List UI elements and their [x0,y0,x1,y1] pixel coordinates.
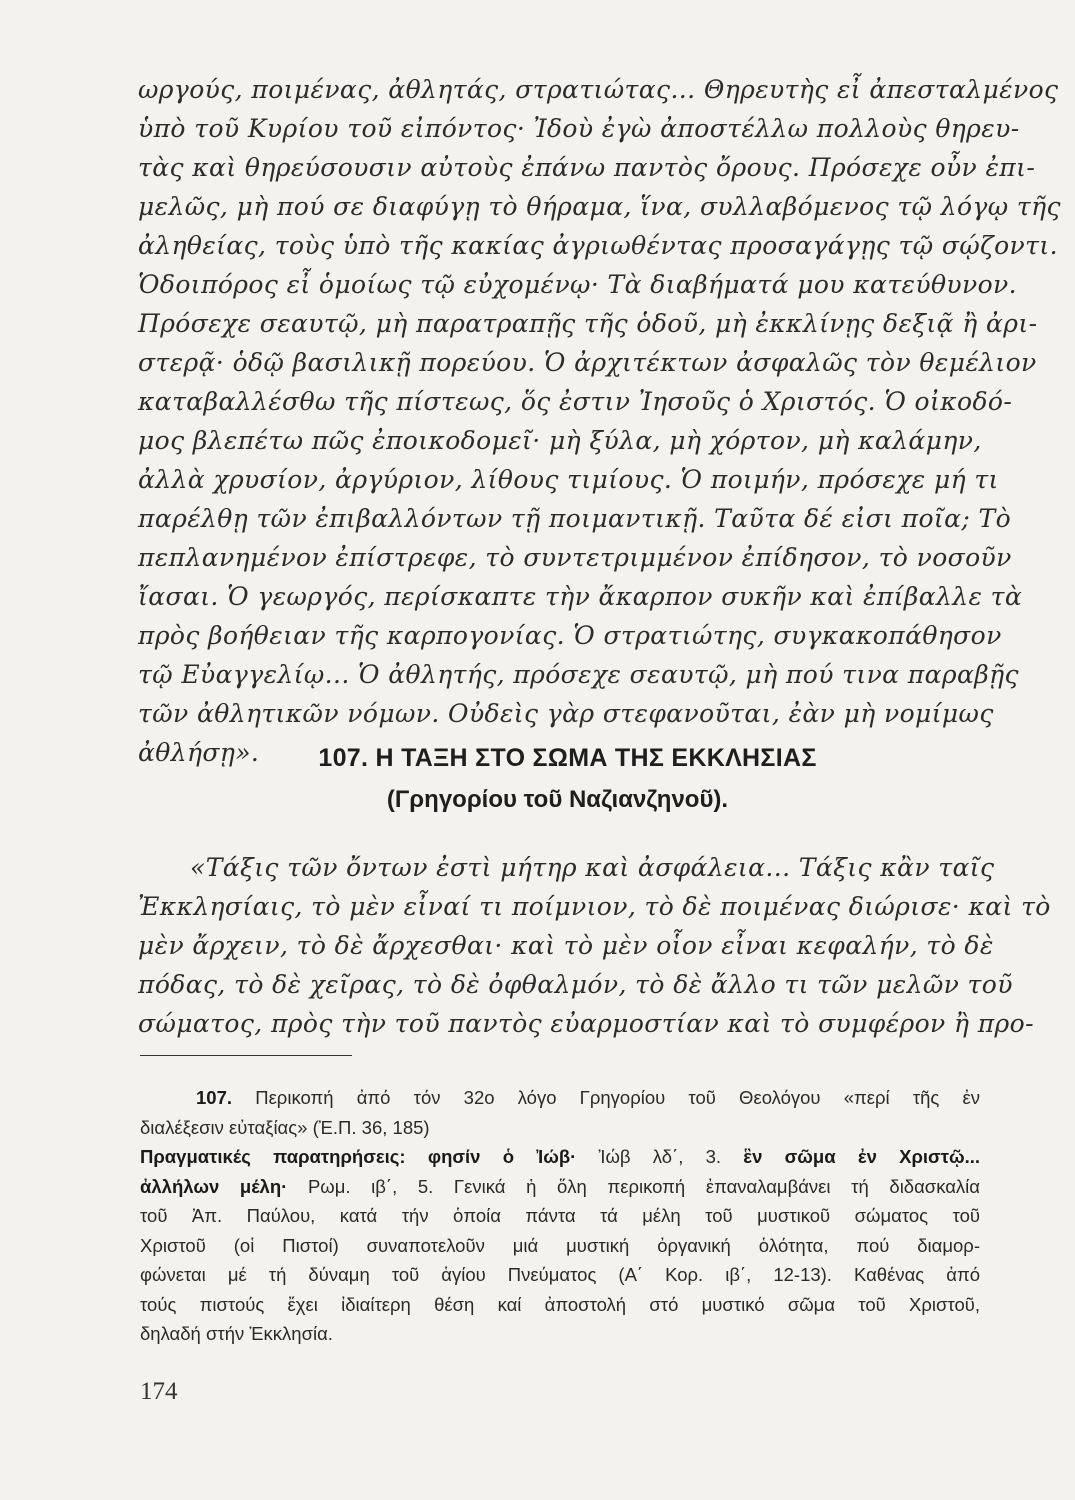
text-line: Ὁδοιπόρος εἶ ὁμοίως τῷ εὐχομένῳ· Τὰ διαβήματά μου κατεύθυνον. [138,270,1018,299]
footnote-line [196,1083,980,1113]
text-line: παρέλθῃ τῶν ἐπιβαλλόντων τῇ ποιμαντικῇ. Ταῦτα δέ εἰσι ποῖα; Τὸ [138,504,1012,533]
section-heading [30,744,1075,773]
text-line: σώματος, πρὸς τὴν τοῦ παντὸς εὐαρμοστίαν καὶ τὸ συμφέρον ἢ προ- [138,1009,1034,1038]
footnote-divider [140,1055,352,1056]
footnote-line: τούς πιστούς ἔχει ἰδιαίτερη θέση καί ἀποστολή στό μυστικό σῶμα τοῦ Χριστοῦ, [140,1293,980,1315]
text-line: πρὸς βοήθειαν τῆς καρπογονίας. Ὁ στρατιώτης, συγκακοπάθησον [138,621,1002,650]
footnote-text: Περικοπή ἀπό τόν 32ο λόγο Γρηγορίου τοῦ Θεολόγου «περί τῆς ἐν [255,1087,981,1108]
text-line: πεπλανημένον ἐπίστρεφε, τὸ συντετριμμένον ἐπίδησον, τὸ νοσοῦν [138,543,1012,572]
section-subtitle: (Γρηγορίου τοῦ Ναζιανζηνοῦ). [386,786,729,813]
reference-source: Ἰώβ λδ΄, 3. [598,1146,722,1167]
footnote [140,1083,981,1349]
text-line: ἀληθείας, τοὺς ὑπὸ τῆς κακίας ἀγριωθέντας προσαγάγῃς τῷ σῴζοντι. [138,231,1058,260]
section-title: Η ΤΑΞΗ ΣΤΟ ΣΩΜΑ ΤΗΣ ΕΚΚΛΗΣΙΑΣ [375,744,817,772]
page-number: 174 [140,1378,178,1405]
text-line: ωργούς, ποιμένας, ἀθλητάς, στρατιώτας... Θηρευτὴς εἶ ἀπεσταλμένος [138,75,1059,104]
text-line: τῶν ἀθλητικῶν νόμων. Οὐδεὶς γὰρ στεφανοῦται, ἐὰν μὴ νομίμως [138,699,994,728]
text-line: μος βλεπέτω πῶς ἐποικοδομεῖ· μὴ ξύλα, μὴ χόρτον, μὴ καλάμην, [138,426,982,455]
text-line: πόδας, τὸ δὲ χεῖρας, τὸ δὲ ὀφθαλμόν, τὸ δὲ ἄλλο τι τῶν μελῶν τοῦ [138,970,1013,999]
reference-phrase: φησίν ὁ Ἰώβ· [427,1146,577,1167]
footnote-line: τοῦ Ἀπ. Παύλου, κατά τήν ὁποία πάντα τά μέλη τοῦ μυστικοῦ σώματος τοῦ [140,1205,980,1226]
text-line: στερᾷ· ὁδῷ βασιλικῇ πορεύου. Ὁ ἀρχιτέκτων ἀσφαλῶς τὸν θεμέλιον [138,348,1037,377]
footnote-line: φώνεται μέ τή δύναμη τοῦ ἁγίου Πνεύματος (Α΄ Κορ. ιβ΄, 12-13). Καθένας ἀπό [140,1264,980,1285]
text-line: ἀθλήσῃ». [138,738,260,767]
text-line: μελῶς, μὴ πού σε διαφύγῃ τὸ θήραμα, ἵνα, συλλαβόμενος τῷ λόγῳ τῆς [138,192,1061,221]
passage-continuation [138,70,1061,772]
text-line: «Τάξις τῶν ὄντων ἐστὶ μήτηρ καὶ ἀσφάλεια... Τάξις κἂν ταῖς [190,853,995,882]
footnote-line [140,1142,980,1172]
text-line: Πρόσεχε σεαυτῷ, μὴ παρατραπῇς τῆς ὁδοῦ, μὴ ἐκκλίνῃς δεξιᾷ ἢ ἀρι- [138,309,1038,338]
footnote-text: διαλέξεσιν εὐταξίας» (Ἐ.Π. 36, 185) [140,1116,430,1138]
reference-phrase: ἀλλήλων μέλη· [140,1175,288,1197]
text-line: τῷ Εὐαγγελίῳ... Ὁ ἀθλητής, πρόσεχε σεαυτῷ, μὴ πού τινα παραβῇς [138,660,1019,689]
section-number: 107. [318,744,369,772]
footnote-line: δηλαδή στήν Ἐκκλησία. [140,1323,333,1344]
text-line: μὲν ἄρχειν, τὸ δὲ ἄρχεσθαι· καὶ τὸ μὲν οἷον εἶναι κεφαλήν, τὸ δὲ [138,931,994,960]
text-line: ἴασαι. Ὁ γεωργός, περίσκαπτε τὴν ἄκαρπον συκῆν καὶ ἐπίβαλλε τὰ [138,582,1023,611]
footnote-text: Ρωμ. ιβ΄, 5. Γενικά ἡ ὅλη περικοπή ἐπαναλαμβάνει τή διδασκαλία [307,1175,980,1197]
text-line: ὑπὸ τοῦ Κυρίου τοῦ εἰπόντος· Ἰδοὺ ἐγὼ ἀποστέλλω πολλοὺς θηρευ- [138,114,1020,143]
footnote-line [140,1172,980,1202]
text-line: Ἐκκλησίαις, τὸ μὲν εἶναί τι ποίμνιον, τὸ δὲ ποιμένας διώρισε· καὶ τὸ [138,892,1051,921]
footnote-number: 107. [196,1087,233,1108]
footnote-line: Χριστοῦ (οἱ Πιστοί) συναποτελοῦν μιά μυστική ὀργανική ὁλότητα, πού διαμορ- [140,1234,980,1256]
text-line: ἀλλὰ χρυσίον, ἀργύριον, λίθους τιμίους. Ὁ ποιμήν, πρόσεχε μή τι [138,465,999,494]
text-line: τὰς καὶ θηρεύσουσιν αὐτοὺς ἐπάνω παντὸς ὄρους. Πρόσεχε οὖν ἐπι- [138,153,1036,182]
reference-phrase: ἓν σῶμα ἐν Χριστῷ... [743,1146,981,1167]
footnote-line [140,1113,980,1143]
text-line: καταβαλλέσθω τῆς πίστεως, ὅς ἐστιν Ἰησοῦς ὁ Χριστός. Ὁ οἰκοδό- [138,387,1013,416]
section-text [138,848,1051,1043]
remarks-label: Πραγματικές παρατηρήσεις: [140,1146,406,1167]
